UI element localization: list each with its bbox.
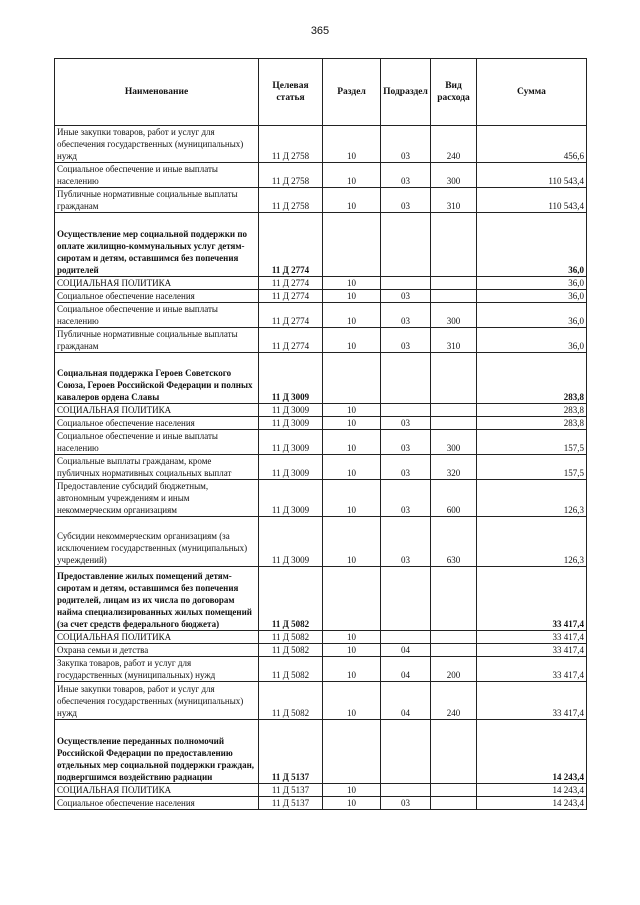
cell-name: Социальное обеспечение населения xyxy=(55,290,259,303)
cell-subsection: 03 xyxy=(381,126,431,163)
table-row xyxy=(55,644,587,657)
cell-code: 11 Д 2774 xyxy=(259,328,323,353)
cell-section: 10 xyxy=(323,303,381,328)
cell-name: Закупка товаров, работ и услуг для государственных (муниципальных) нужд xyxy=(55,657,259,682)
cell-amount: 126,3 xyxy=(477,480,587,517)
cell-name: Социальная поддержка Героев Советского Союза, Героев Российской Федерации и полных кавалеров ордена Славы xyxy=(55,353,259,404)
table-row xyxy=(55,682,587,720)
cell-name: Социальное обеспечение и иные выплаты населению xyxy=(55,163,259,188)
table-row xyxy=(55,784,587,797)
cell-section: 10 xyxy=(323,797,381,810)
cell-section xyxy=(323,720,381,784)
cell-code: 11 Д 3009 xyxy=(259,517,323,567)
cell-section: 10 xyxy=(323,328,381,353)
cell-expense xyxy=(431,417,477,430)
cell-code: 11 Д 5137 xyxy=(259,784,323,797)
cell-section: 10 xyxy=(323,657,381,682)
table-row xyxy=(55,163,587,188)
cell-subsection xyxy=(381,353,431,404)
cell-name: Осуществление мер социальной поддержки по оплате жилищно-коммунальных услуг детям-сиротам и детям, оставшимся без попечения родителей xyxy=(55,213,259,277)
cell-section: 10 xyxy=(323,188,381,213)
cell-amount: 36,0 xyxy=(477,303,587,328)
cell-amount: 33 417,4 xyxy=(477,567,587,631)
cell-section: 10 xyxy=(323,517,381,567)
cell-section: 10 xyxy=(323,417,381,430)
cell-subsection: 04 xyxy=(381,682,431,720)
cell-amount: 110 543,4 xyxy=(477,163,587,188)
cell-section: 10 xyxy=(323,277,381,290)
cell-amount: 456,6 xyxy=(477,126,587,163)
table-row xyxy=(55,797,587,810)
cell-subsection: 03 xyxy=(381,797,431,810)
cell-subsection xyxy=(381,567,431,631)
cell-section: 10 xyxy=(323,644,381,657)
cell-subsection: 03 xyxy=(381,328,431,353)
cell-code: 11 Д 5137 xyxy=(259,797,323,810)
cell-expense xyxy=(431,290,477,303)
cell-name: Субсидии некоммерческим организациям (за исключением государственных (муниципальных) учреждений) xyxy=(55,517,259,567)
cell-subsection: 03 xyxy=(381,417,431,430)
cell-amount: 33 417,4 xyxy=(477,631,587,644)
cell-subsection xyxy=(381,404,431,417)
cell-code: 11 Д 5082 xyxy=(259,682,323,720)
cell-code: 11 Д 5082 xyxy=(259,644,323,657)
cell-amount: 36,0 xyxy=(477,277,587,290)
cell-subsection xyxy=(381,784,431,797)
table-row xyxy=(55,720,587,784)
cell-section: 10 xyxy=(323,430,381,455)
cell-expense: 200 xyxy=(431,657,477,682)
cell-amount: 110 543,4 xyxy=(477,188,587,213)
table-row xyxy=(55,430,587,455)
cell-expense: 300 xyxy=(431,430,477,455)
table-row xyxy=(55,353,587,404)
table-row xyxy=(55,303,587,328)
cell-subsection: 04 xyxy=(381,644,431,657)
cell-code: 11 Д 3009 xyxy=(259,353,323,404)
cell-section: 10 xyxy=(323,163,381,188)
cell-name: Публичные нормативные социальные выплаты гражданам xyxy=(55,328,259,353)
cell-section: 10 xyxy=(323,682,381,720)
table-row xyxy=(55,290,587,303)
header-amount: Сумма xyxy=(477,59,587,126)
cell-code: 11 Д 2774 xyxy=(259,213,323,277)
cell-name: Предоставление жилых помещений детям-сиротам и детям, оставшимся без попечения родителей, лицам из их числа по договорам найма специализированных жилых помещений (за счет средств федерального бюджета) xyxy=(55,567,259,631)
cell-expense xyxy=(431,797,477,810)
cell-subsection xyxy=(381,213,431,277)
table-row xyxy=(55,631,587,644)
cell-amount: 33 417,4 xyxy=(477,644,587,657)
cell-amount: 36,0 xyxy=(477,328,587,353)
cell-expense xyxy=(431,567,477,631)
cell-expense: 300 xyxy=(431,163,477,188)
cell-code: 11 Д 3009 xyxy=(259,417,323,430)
cell-name: СОЦИАЛЬНАЯ ПОЛИТИКА xyxy=(55,404,259,417)
cell-name: Социальное обеспечение и иные выплаты населению xyxy=(55,430,259,455)
cell-subsection: 03 xyxy=(381,303,431,328)
header-name: Наименование xyxy=(55,59,259,126)
cell-section: 10 xyxy=(323,784,381,797)
cell-name: Иные закупки товаров, работ и услуг для обеспечения государственных (муниципальных) нужд xyxy=(55,682,259,720)
cell-name: Социальное обеспечение населения xyxy=(55,797,259,810)
table-row xyxy=(55,657,587,682)
cell-section xyxy=(323,567,381,631)
cell-code: 11 Д 3009 xyxy=(259,455,323,480)
cell-code: 11 Д 3009 xyxy=(259,480,323,517)
cell-code: 11 Д 2758 xyxy=(259,126,323,163)
header-expense: Вид расхода xyxy=(431,59,477,126)
budget-table xyxy=(54,58,587,810)
header-code: Целевая статья xyxy=(259,59,323,126)
cell-expense: 240 xyxy=(431,126,477,163)
cell-subsection: 03 xyxy=(381,163,431,188)
cell-name: СОЦИАЛЬНАЯ ПОЛИТИКА xyxy=(55,631,259,644)
cell-expense: 600 xyxy=(431,480,477,517)
cell-section: 10 xyxy=(323,404,381,417)
table-row xyxy=(55,328,587,353)
cell-expense: 300 xyxy=(431,303,477,328)
cell-expense xyxy=(431,631,477,644)
cell-code: 11 Д 2758 xyxy=(259,163,323,188)
cell-name: Предоставление субсидий бюджетным, автономным учреждениям и иным некоммерческим организациям xyxy=(55,480,259,517)
cell-expense: 310 xyxy=(431,188,477,213)
table-row xyxy=(55,517,587,567)
header-subsection: Подраздел xyxy=(381,59,431,126)
cell-code: 11 Д 5082 xyxy=(259,657,323,682)
table-row xyxy=(55,417,587,430)
table-row xyxy=(55,455,587,480)
cell-code: 11 Д 2774 xyxy=(259,303,323,328)
cell-expense: 310 xyxy=(431,328,477,353)
cell-code: 11 Д 2758 xyxy=(259,188,323,213)
cell-name: Социальное обеспечение и иные выплаты населению xyxy=(55,303,259,328)
cell-amount: 14 243,4 xyxy=(477,797,587,810)
cell-subsection: 03 xyxy=(381,188,431,213)
cell-subsection: 03 xyxy=(381,430,431,455)
table-header-row xyxy=(55,59,587,126)
cell-expense xyxy=(431,784,477,797)
cell-name: Социальные выплаты гражданам, кроме публичных нормативных социальных выплат xyxy=(55,455,259,480)
cell-code: 11 Д 3009 xyxy=(259,430,323,455)
cell-subsection xyxy=(381,631,431,644)
cell-name: Охрана семьи и детства xyxy=(55,644,259,657)
cell-subsection xyxy=(381,720,431,784)
cell-amount: 126,3 xyxy=(477,517,587,567)
cell-section xyxy=(323,213,381,277)
cell-section: 10 xyxy=(323,455,381,480)
cell-code: 11 Д 2774 xyxy=(259,277,323,290)
cell-code: 11 Д 2774 xyxy=(259,290,323,303)
cell-section: 10 xyxy=(323,631,381,644)
cell-amount: 283,8 xyxy=(477,404,587,417)
cell-amount: 14 243,4 xyxy=(477,784,587,797)
cell-subsection: 03 xyxy=(381,290,431,303)
cell-amount: 283,8 xyxy=(477,353,587,404)
table-row xyxy=(55,277,587,290)
cell-expense xyxy=(431,213,477,277)
cell-expense: 240 xyxy=(431,682,477,720)
cell-expense xyxy=(431,353,477,404)
cell-name: СОЦИАЛЬНАЯ ПОЛИТИКА xyxy=(55,277,259,290)
cell-expense: 630 xyxy=(431,517,477,567)
cell-subsection xyxy=(381,277,431,290)
cell-code: 11 Д 5137 xyxy=(259,720,323,784)
cell-name: Публичные нормативные социальные выплаты гражданам xyxy=(55,188,259,213)
cell-code: 11 Д 5082 xyxy=(259,631,323,644)
table-row xyxy=(55,567,587,631)
cell-expense: 320 xyxy=(431,455,477,480)
cell-expense xyxy=(431,404,477,417)
cell-amount: 33 417,4 xyxy=(477,657,587,682)
cell-name: Осуществление переданных полномочий Российской Федерации по предоставлению отдельных мер социальной поддержки граждан, подвергшимся воздействию радиации xyxy=(55,720,259,784)
cell-code: 11 Д 5082 xyxy=(259,567,323,631)
cell-expense xyxy=(431,720,477,784)
cell-section: 10 xyxy=(323,480,381,517)
cell-subsection: 03 xyxy=(381,455,431,480)
table-row xyxy=(55,480,587,517)
cell-expense xyxy=(431,644,477,657)
cell-amount: 14 243,4 xyxy=(477,720,587,784)
cell-amount: 283,8 xyxy=(477,417,587,430)
cell-expense xyxy=(431,277,477,290)
table-body xyxy=(55,126,587,810)
cell-amount: 36,0 xyxy=(477,213,587,277)
header-section: Раздел xyxy=(323,59,381,126)
cell-name: Социальное обеспечение населения xyxy=(55,417,259,430)
cell-subsection: 03 xyxy=(381,480,431,517)
cell-name: Иные закупки товаров, работ и услуг для обеспечения государственных (муниципальных) нужд xyxy=(55,126,259,163)
table-row xyxy=(55,126,587,163)
cell-section: 10 xyxy=(323,126,381,163)
cell-amount: 33 417,4 xyxy=(477,682,587,720)
cell-code: 11 Д 3009 xyxy=(259,404,323,417)
page-number: 365 xyxy=(310,25,330,37)
cell-subsection: 03 xyxy=(381,517,431,567)
cell-name: СОЦИАЛЬНАЯ ПОЛИТИКА xyxy=(55,784,259,797)
cell-amount: 36,0 xyxy=(477,290,587,303)
table-row xyxy=(55,188,587,213)
table-row xyxy=(55,404,587,417)
cell-amount: 157,5 xyxy=(477,430,587,455)
cell-amount: 157,5 xyxy=(477,455,587,480)
cell-section: 10 xyxy=(323,290,381,303)
table-row xyxy=(55,213,587,277)
cell-section xyxy=(323,353,381,404)
cell-subsection: 04 xyxy=(381,657,431,682)
